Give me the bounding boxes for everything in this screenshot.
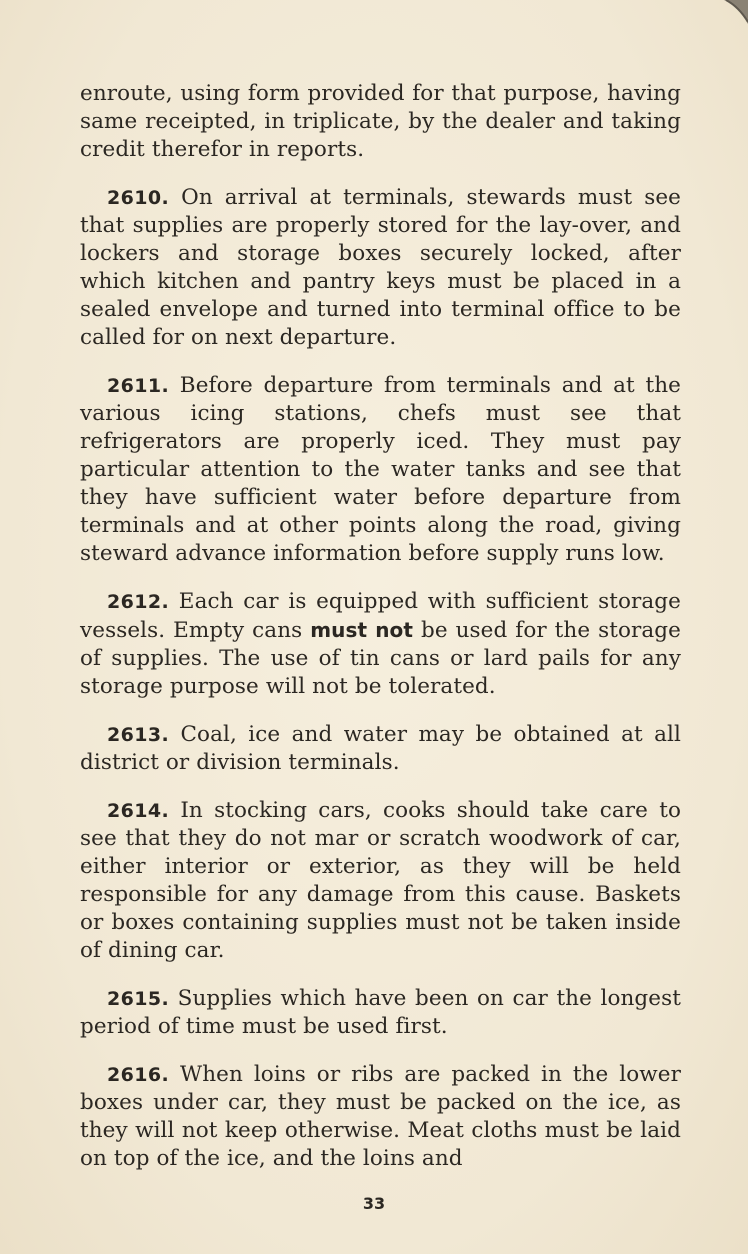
rule-number: 2610. [107,187,170,209]
paragraph-text-after: be used for the storage of supplies. The use of tin cans or lard pails for any storage purpose will not be tolerated. [80,618,681,699]
paragraph-text: enroute, using form provided for that purpose, having same receipted, in triplicate, by the dealer and taking credit therefor in reports. [80,81,681,162]
paragraph-2615 [80,985,681,1041]
paragraph-2612 [80,588,681,701]
paragraph-text: Before departure from terminals and at the various icing stations, chefs must see that refrigerators are properly iced. They must pay particular attention to the water tanks and see that they have sufficient water before departure from terminals and at other points along the road, giving steward advance information before supply runs low. [80,373,681,566]
body-text [80,80,681,1193]
rule-number: 2615. [107,988,170,1010]
emphasis-text: must not [310,618,414,642]
rule-number: 2612. [107,591,170,613]
page-number: 33 [362,1194,386,1213]
paragraph-text: When loins or ribs are packed in the lower boxes under car, they must be packed on the ice, as they will not keep otherwise. Meat cloths must be laid on top of the ice, and the loins and [80,1062,681,1171]
paragraph-text: Each car is equipped with sufficient storage vessels. Empty cans [80,589,681,643]
paragraph-2616 [80,1061,681,1173]
rule-number: 2611. [107,375,170,397]
paragraph-text: In stocking cars, cooks should take care to see that they do not mar or scratch woodwork of car, either interior or exterior, as they will be held responsible for any damage from this cause. Baskets or boxes containing supplies must not be taken inside of dining car. [80,798,681,963]
page-corner-fold [708,0,748,40]
paragraph-text: Coal, ice and water may be obtained at all district or division terminals. [80,722,681,775]
paragraph-continued [80,80,681,164]
rule-number: 2616. [107,1064,170,1086]
paragraph-2613 [80,721,681,777]
paragraph-text: On arrival at terminals, stewards must see that supplies are properly stored for the lay-over, and lockers and storage boxes securely locked, after which kitchen and pantry keys must be placed in a sealed envelope and turned into terminal office to be called for on next departure. [80,185,681,350]
paragraph-text: Supplies which have been on car the longest period of time must be used first. [80,986,681,1039]
rule-number: 2614. [107,800,170,822]
paragraph-2610 [80,184,681,352]
paragraph-2614 [80,797,681,965]
paragraph-2611 [80,372,681,568]
rule-number: 2613. [107,724,170,746]
